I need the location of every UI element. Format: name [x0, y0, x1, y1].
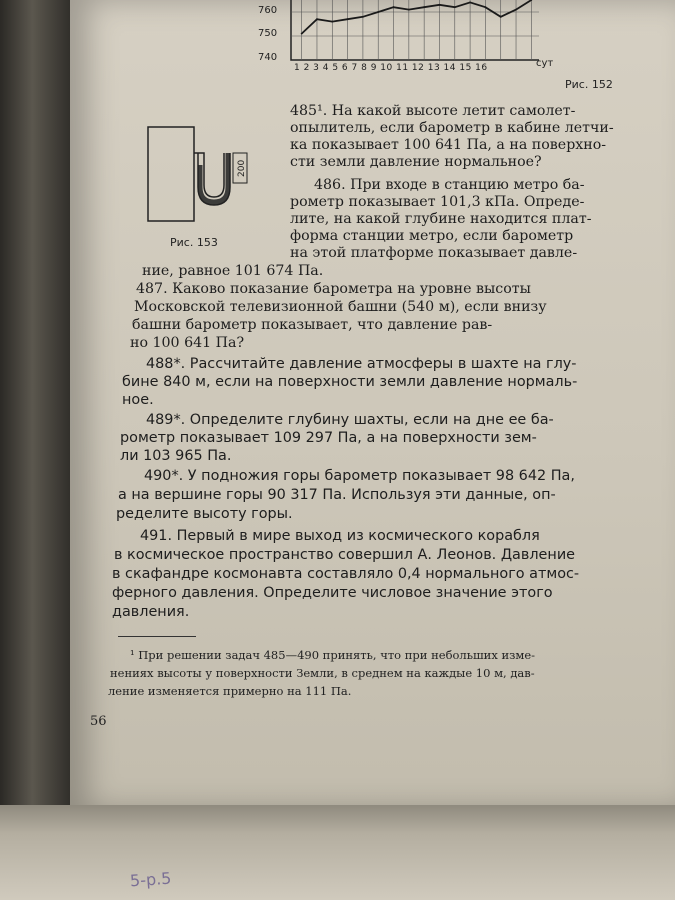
text-line: башни барометр показывает, что давление рав-: [132, 317, 493, 333]
text-line: сти земли давление нормальное?: [290, 154, 542, 170]
text-line: рометр показывает 101,3 кПа. Опреде-: [290, 194, 585, 210]
data-point: [362, 16, 364, 18]
data-point: [301, 33, 303, 35]
text-line: в космическое пространство совершил А. Леонов. Давление: [114, 547, 576, 563]
y-tick-label: 760: [258, 5, 278, 16]
text-line: Московской телевизионной башни (540 м), если внизу: [134, 299, 547, 315]
series-line: [302, 0, 532, 34]
text-line: лите, на какой глубине находится плат-: [290, 211, 592, 227]
data-point: [500, 16, 502, 18]
text-line: 490*. У подножия горы барометр показывает 98 642 Па,: [144, 468, 575, 484]
text-line: в скафандре космонавта составляло 0,4 нормального атмос-: [112, 566, 580, 582]
data-point: [316, 18, 318, 20]
data-point: [377, 11, 379, 13]
figure-caption-152: Рис. 152: [565, 78, 613, 91]
text-line: ние, равное 101 674 Па.: [142, 263, 324, 279]
data-point: [515, 9, 517, 11]
manometer-figure: [146, 125, 256, 225]
data-point: [469, 2, 471, 4]
text-line: давления.: [112, 604, 190, 620]
data-point: [393, 6, 395, 8]
text-line: на этой платформе показывает давле-: [290, 245, 578, 261]
data-point: [331, 21, 333, 23]
text-line: а на вершине горы 90 317 Па. Используя эти данные, оп-: [118, 487, 556, 503]
text-line: бине 840 м, если на поверхности земли давление нормаль-: [122, 374, 578, 390]
text-line: ка показывает 100 641 Па, а на поверхно-: [290, 137, 607, 153]
data-point: [454, 6, 456, 8]
text-line: ферного давления. Определите числовое значение этого: [112, 585, 553, 601]
y-tick-label: 750: [258, 28, 278, 39]
y-tick-label: 740: [258, 52, 278, 63]
footnote-line: ление изменяется примерно на 111 Па.: [108, 684, 352, 698]
text-line: 487. Каково показание барометра на уровне высоты: [136, 281, 531, 297]
data-point: [439, 4, 441, 6]
text-line: ли 103 965 Па.: [120, 448, 232, 464]
text-line: но 100 641 Па?: [130, 335, 245, 351]
book-spine: [0, 0, 72, 900]
footnote-divider: [118, 636, 196, 637]
data-point: [485, 6, 487, 8]
handwritten-note: 5-р.5: [129, 868, 172, 891]
text-line: ное.: [122, 392, 154, 408]
text-line: форма станции метро, если барометр: [290, 228, 574, 244]
text-line: 489*. Определите глубину шахты, если на дне ее ба-: [146, 412, 554, 428]
page-number: 56: [90, 714, 107, 729]
text-line: 488*. Рассчитайте давление атмосферы в шахте на глу-: [146, 356, 577, 372]
manometer-scale-label: 200: [237, 159, 247, 177]
text-line: 485¹. На какой высоте летит самолет-: [290, 103, 576, 119]
text-line: 491. Первый в мире выход из космического корабля: [140, 528, 540, 544]
footnote-line: ¹ При решении задач 485—490 принять, что при небольших изме-: [130, 648, 536, 662]
chart-plot: [290, 0, 540, 62]
data-point: [347, 18, 349, 20]
data-point: [408, 9, 410, 11]
text-line: опылитель, если барометр в кабине летчи-: [290, 120, 614, 136]
x-tick-labels: 1 2 3 4 5 6 7 8 9 10 11 12 13 14 15 16: [294, 63, 488, 73]
x-axis-unit: сут: [536, 58, 554, 69]
page-bottom-edge: [0, 805, 675, 900]
footnote-line: нениях высоты у поверхности Земли, в среднем на каждые 10 м, дав-: [110, 666, 535, 680]
figure-caption-153: Рис. 153: [170, 236, 218, 249]
data-point: [423, 6, 425, 8]
text-line: ределите высоту горы.: [116, 506, 293, 522]
text-line: рометр показывает 109 297 Па, а на поверхности зем-: [120, 430, 537, 446]
text-line: 486. При входе в станцию метро ба-: [314, 177, 585, 193]
